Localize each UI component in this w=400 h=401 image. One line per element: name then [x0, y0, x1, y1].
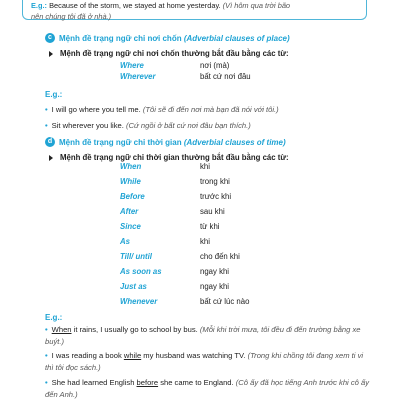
example-text-post: it rains, I usually go to school by bus.	[71, 325, 198, 334]
bullet-text: Mệnh đề trạng ngữ chỉ nơi chốn thường bắt đầu bằng các từ:	[60, 49, 289, 58]
conjunction-en: Whenever	[120, 297, 158, 306]
conjunction-vi: bất cứ nơi đâu	[200, 72, 251, 81]
bullet-dot-icon: •	[45, 325, 48, 334]
conjunction-vi: từ khi	[200, 222, 220, 231]
example-text-post: she came to England.	[158, 378, 234, 387]
bullet-dot-icon: •	[45, 378, 48, 387]
bullet-dot-icon: •	[45, 121, 48, 130]
example-translation: (Tôi sẽ đi đến nơi mà bạn đã nói với tôi.)	[142, 105, 279, 114]
example-translation: (Cứ ngồi ở bất cứ nơi đâu bạn thích.)	[125, 121, 251, 130]
conjunction-en: When	[120, 162, 142, 171]
section-title-en: (Adverbial clauses of time)	[183, 137, 286, 147]
section-title-vi: Mệnh đề trạng ngữ chỉ nơi chốn	[59, 33, 182, 43]
conjunction-vi: nơi (mà)	[200, 61, 230, 70]
conjunction-en: Wherever	[120, 72, 156, 81]
section-title-vi: Mệnh đề trạng ngữ chỉ thời gian	[59, 137, 182, 147]
conjunction-vi: khi	[200, 162, 210, 171]
example-translation: (Mỗi khi trời mưa, tôi đều đi đến trường bằng xe buýt.)	[45, 325, 361, 346]
eg-label: E.g.:	[45, 90, 63, 99]
example-item	[45, 324, 370, 348]
conjunction-vi: ngay khi	[200, 282, 230, 291]
conjunction-vi: khi	[200, 237, 210, 246]
conjunction-en: Since	[120, 222, 141, 231]
example-text-pre: I was reading a book	[51, 351, 124, 360]
keyword: while	[123, 351, 142, 360]
bullet-dot-icon: •	[45, 351, 48, 360]
conjunction-vi: trong khi	[200, 177, 230, 186]
example-text: I will go where you tell me.	[51, 105, 141, 114]
bullet-text: Mệnh đề trạng ngữ chỉ thời gian thường bắt đầu bằng các từ:	[60, 153, 289, 162]
example-item	[45, 104, 370, 116]
keyword: When	[51, 325, 72, 334]
example-text: Because of the storm, we stayed at home yesterday.	[49, 1, 221, 10]
conjunction-en: While	[120, 177, 141, 186]
triangle-bullet-icon	[49, 155, 53, 161]
example-item	[45, 120, 370, 132]
keyword: before	[136, 378, 159, 387]
example-text-pre: She had learned English	[51, 378, 137, 387]
triangle-bullet-icon	[49, 51, 53, 57]
section-c-bullet	[49, 49, 289, 58]
conjunction-vi: sau khi	[200, 207, 225, 216]
conjunction-en: Where	[120, 61, 144, 70]
conjunction-en: Just as	[120, 282, 147, 291]
section-d-heading	[45, 137, 286, 147]
section-d-bullet	[49, 153, 289, 162]
conjunction-en: Before	[120, 192, 145, 201]
example-translation: (Vì hôm qua trời bão	[222, 1, 291, 10]
conjunction-en: Till/ until	[120, 252, 152, 261]
eg-label: E.g.:	[45, 313, 63, 322]
conjunction-en: As	[120, 237, 130, 246]
section-letter-badge: c	[45, 33, 55, 43]
conjunction-vi: bất cứ lúc nào	[200, 297, 250, 306]
example-item	[45, 350, 370, 374]
eg-label: E.g.:	[31, 1, 48, 10]
conjunction-vi: cho đến khi	[200, 252, 240, 261]
conjunction-vi: trước khi	[200, 192, 232, 201]
example-translation-cont: nên chúng tôi đã ở nhà.)	[31, 12, 112, 21]
bullet-dot-icon: •	[45, 105, 48, 114]
section-letter-badge: d	[45, 137, 55, 147]
top-example-box	[22, 0, 367, 20]
example-text: Sit wherever you like.	[51, 121, 124, 130]
example-text-post: my husband was watching TV.	[141, 351, 246, 360]
conjunction-en: As soon as	[120, 267, 162, 276]
conjunction-en: After	[120, 207, 139, 216]
example-item	[45, 377, 370, 401]
section-c-heading	[45, 33, 290, 43]
conjunction-vi: ngay khi	[200, 267, 230, 276]
section-title-en: (Adverbial clauses of place)	[183, 33, 290, 43]
example-translation: (Trong khi chồng tôi đang xem ti vi thì tôi đọc sách.)	[45, 351, 364, 372]
example-translation: (Cô ấy đã học tiếng Anh trước khi cô ấy đến Anh.)	[45, 378, 369, 399]
